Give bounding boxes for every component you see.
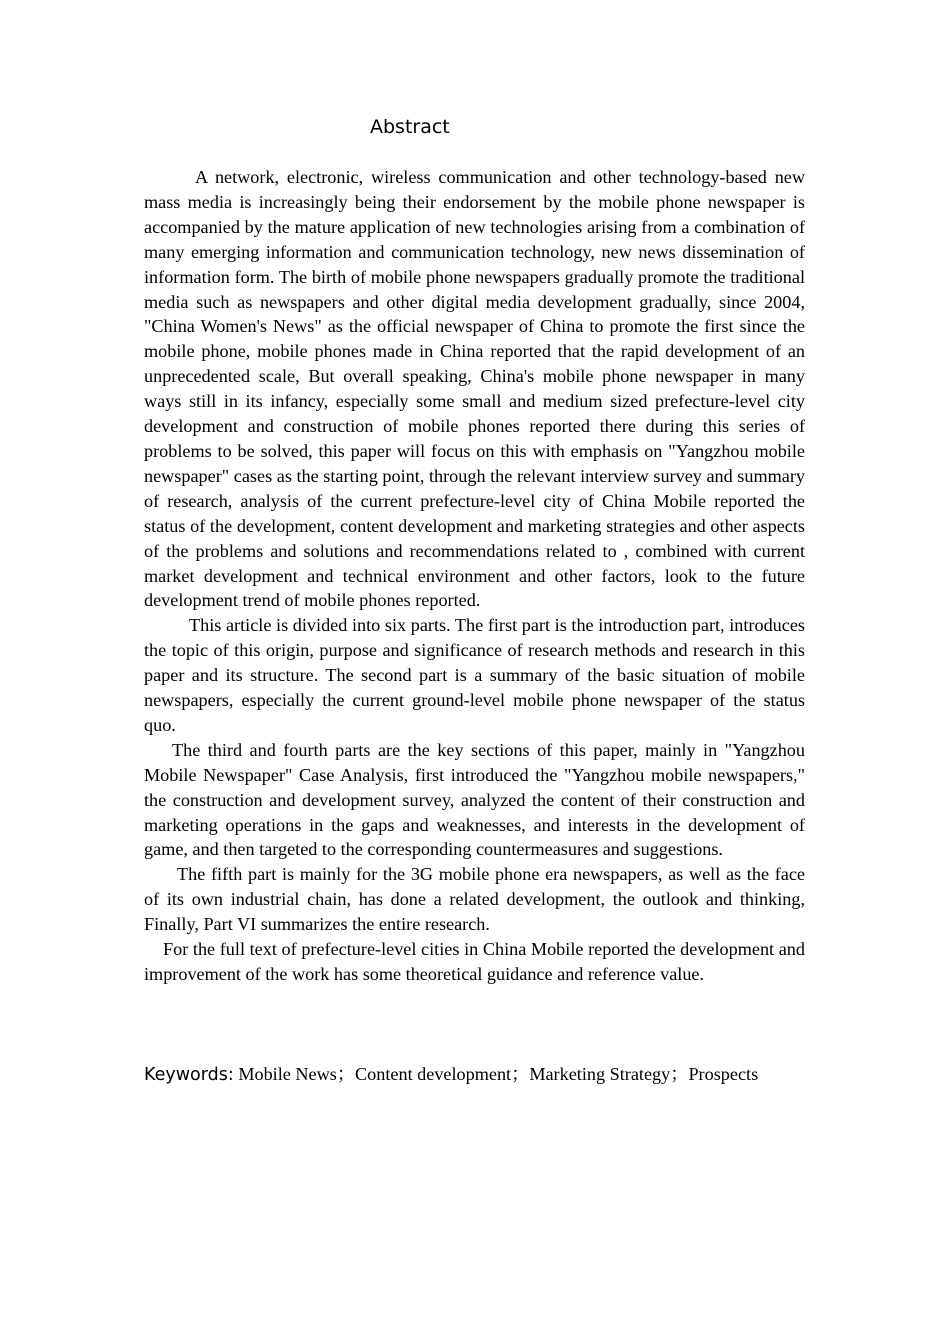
keyword-separator: ； [336, 1064, 356, 1084]
abstract-paragraph-1 [144, 165, 805, 613]
keyword-item: Content development [355, 1064, 512, 1084]
abstract-paragraph-2 [144, 613, 805, 738]
paragraph-text: For the full text of prefecture-level cities in China Mobile reported the development and improvement of the work has some theoretical guidance and reference value. [144, 939, 805, 984]
paragraph-text: This article is divided into six parts. The first part is the introduction part, introduces the topic of this origin, purpose and significance of research methods and research in this paper and its structure. The second part is a summary of the basic situation of mobile newspapers, especially the current ground-level mobile phone newspaper of the status quo. [144, 615, 805, 735]
keywords-line [144, 1062, 844, 1087]
abstract-paragraph-4 [144, 862, 805, 937]
abstract-paragraph-3 [144, 738, 805, 863]
abstract-body [144, 165, 805, 987]
paragraph-text: The fifth part is mainly for the 3G mobile phone era newspapers, as well as the face of its own industrial chain, has done a related development, the outlook and thinking, Finally, Part VI summarizes the entire research. [144, 864, 805, 935]
paragraph-text: A network, electronic, wireless communication and other technology-based new mass media is increasingly being their endorsement by the mobile phone newspaper is accompanied by the mature application of new technologies arising from a combination of many emerging information and communication technology, new news dissemination of information form. The birth of mobile phone newspapers gradually promote the traditional media such as newspapers and other digital media development gradually, since 2004, "China Women's News" as the official newspaper of China to promote the first since the mobile phone, mobile phones made in China reported that the rapid development of an unprecedented scale, But overall speaking, China's mobile phone newspaper in many ways still in its infancy, especially some small and medium sized prefecture-level city development and construction of mobile phones reported there during this series of problems to be solved, this paper will focus on this with emphasis on "Yangzhou mobile newspaper" cases as the starting point, through the relevant interview survey and summary of research, analysis of the current prefecture-level city of China Mobile reported the status of the development, content development and marketing strategies and other aspects of the problems and solutions and recommendations related to , combined with current market development and technical environment and other factors, look to the future development trend of mobile phones reported. [144, 167, 805, 611]
keyword-item: Prospects [688, 1064, 759, 1084]
paragraph-text: The third and fourth parts are the key sections of this paper, mainly in "Yangzhou Mobile Newspaper" Case Analysis, first introduced the "Yangzhou mobile newspapers," the construction and development survey, analyzed the content of their construction and marketing operations in the gaps and weaknesses, and interests in the development of game, and then targeted to the corresponding countermeasures and suggestions. [144, 739, 805, 860]
keyword-item: Marketing Strategy [529, 1064, 671, 1084]
keyword-item: Mobile News [238, 1064, 337, 1084]
abstract-title: Abstract [370, 116, 450, 138]
abstract-paragraph-5 [144, 937, 805, 987]
keyword-separator: ； [670, 1064, 689, 1084]
keywords-label: Keywords: [144, 1065, 234, 1085]
keyword-separator: ； [511, 1064, 530, 1084]
